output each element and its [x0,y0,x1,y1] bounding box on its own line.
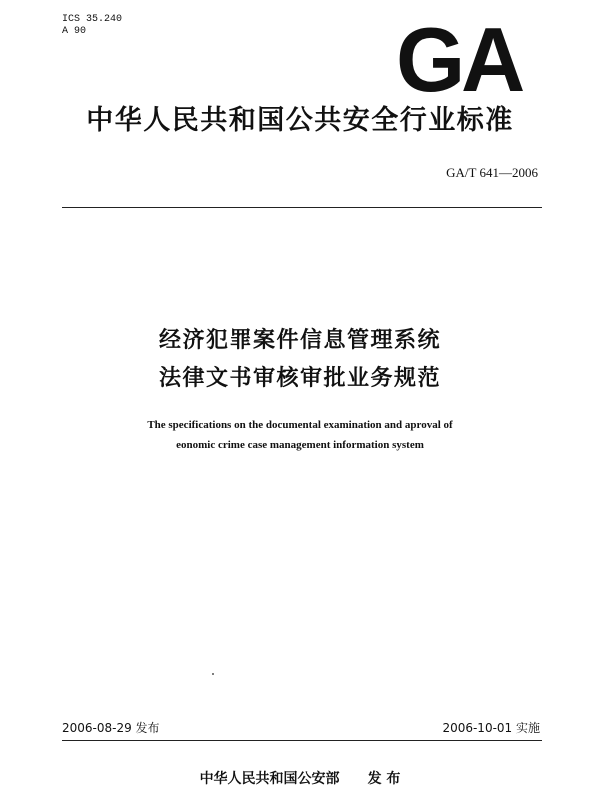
english-title-line-1: The specifications on the documental examination and aproval of [147,419,453,431]
industry-standard-title: 中华人民共和国公共安全行业标准 [86,105,514,136]
issue-date: 2006-08-29 发布 [62,721,160,735]
publisher-line [100,770,500,788]
ics-code: ICS 35.240 [62,14,123,25]
classification-codes [62,14,122,38]
standard-number: GA/T 641—2006 [446,165,538,180]
ga-logo: GA [396,9,522,111]
publisher-name: 中华人民共和国公安部 [199,771,340,787]
english-title-line-2: eonomic crime case management information system [176,439,424,451]
scan-speck [212,673,214,675]
ccs-code: A 90 [62,26,87,37]
chinese-title-line-2: 法律文书审核审批业务规范 [158,366,441,391]
publish-label: 发 布 [367,771,401,787]
implementation-date: 2006-10-01 实施 [442,721,540,735]
bottom-divider [62,740,542,741]
chinese-title-line-1: 经济犯罪案件信息管理系统 [158,328,441,353]
top-divider [62,207,542,208]
